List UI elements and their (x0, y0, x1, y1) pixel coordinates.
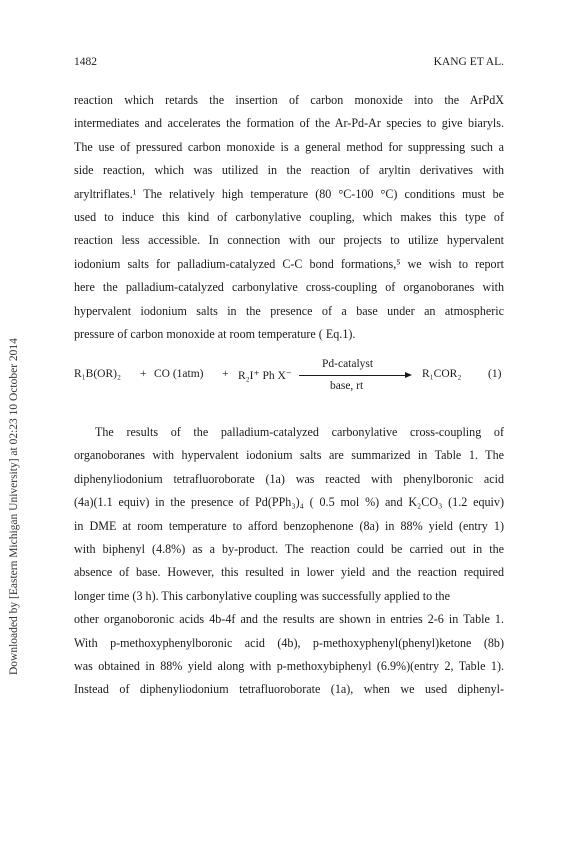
text-line: diphenyliodonium tetrafluoroborate (1a) was reacted with phenylboronic acid (74, 471, 504, 486)
arrowhead (405, 372, 412, 378)
product: R₁COR₂ (422, 368, 462, 380)
text-line: absence of base. However, this resulted in lower yield and the reaction required (74, 565, 504, 580)
reaction-arrow (299, 375, 409, 376)
text-line: (4a)(1.1 equiv) in the presence of Pd(PPh₃)₄ ( 0.5 mol %) and K₂CO₃ (1.2 equiv) (74, 495, 504, 510)
text-line: used to induce this kind of carbonylative coupling, which makes this type of (74, 210, 504, 225)
text-line: organoboranes with hypervalent iodonium salts are summarized in Table 1. The (74, 448, 504, 463)
text-line: Instead of diphenyliodonium tetrafluoroborate (1a), when we used diphenyl- (74, 682, 504, 697)
text-line: hypervalent iodonium salts in the presence of a base under an atmospheric (74, 303, 504, 318)
reactant-iodonium: R₂I⁺ Ph X⁻ (238, 370, 292, 382)
text-line: iodonium salts for palladium-catalyzed C-C bond formations,⁵ we wish to report (74, 256, 504, 271)
text-line: intermediates and accelerates the formation of the Ar-Pd-Ar species to give biaryls. (74, 116, 504, 131)
equation-number: (1) (488, 368, 502, 380)
text-line: here the palladium-catalyzed carbonylative cross-coupling of organoboranes with (74, 280, 504, 295)
page-header (74, 56, 504, 68)
catalyst-label: Pd-catalyst (322, 358, 374, 370)
equation-1 (74, 356, 504, 396)
conditions-label: base, rt (330, 380, 364, 392)
text-line: aryltriflates.¹ The relatively high temperature (80 °C-100 °C) conditions must be (74, 186, 504, 201)
download-notice: Downloaded by [Eastern Michigan University] at 02:23 10 October 2014 (8, 338, 20, 675)
text-line: The results of the palladium-catalyzed carbonylative cross-coupling of (95, 425, 504, 439)
paragraph-1 (74, 89, 504, 346)
text-line: reaction less accessible. In connection with our projects to utilize hypervalent (74, 233, 504, 248)
text-line: side reaction, which was utilized in the reaction of aryltin derivatives with (74, 163, 504, 178)
text-line: longer time (3 h). This carbonylative coupling was successfully applied to the (74, 588, 450, 603)
plus-sign: + (222, 368, 229, 380)
text-line: with biphenyl (4.8%) as a by-product. The reaction could be carried out in the (74, 542, 504, 557)
reactant-boronic: R₁B(OR)₂ (74, 368, 121, 380)
text-line: other organoboronic acids 4b-4f and the results are shown in entries 2-6 in Table 1. (74, 612, 504, 627)
text-line: was obtained in 88% yield along with p-methoxybiphenyl (6.9%)(entry 2, Table 1). (74, 659, 504, 674)
reactant-co: CO (1atm) (154, 368, 204, 380)
text-line: in DME at room temperature to afford benzophenone (8a) in 88% yield (entry 1) (74, 518, 504, 533)
page-number: 1482 (74, 56, 97, 68)
text-line: pressure of carbon monoxide at room temperature ( Eq.1). (74, 327, 356, 342)
text-line: reaction which retards the insertion of carbon monoxide into the ArPdX (74, 93, 504, 107)
text-line: The use of pressured carbon monoxide is a general method for suppressing such a (74, 139, 504, 154)
running-head: KANG ET AL. (433, 56, 504, 68)
text-line: With p-methoxyphenylboronic acid (4b), p-methoxyphenyl(phenyl)ketone (8b) (74, 635, 504, 650)
paragraph-2 (74, 421, 504, 702)
plus-sign: + (140, 368, 147, 380)
